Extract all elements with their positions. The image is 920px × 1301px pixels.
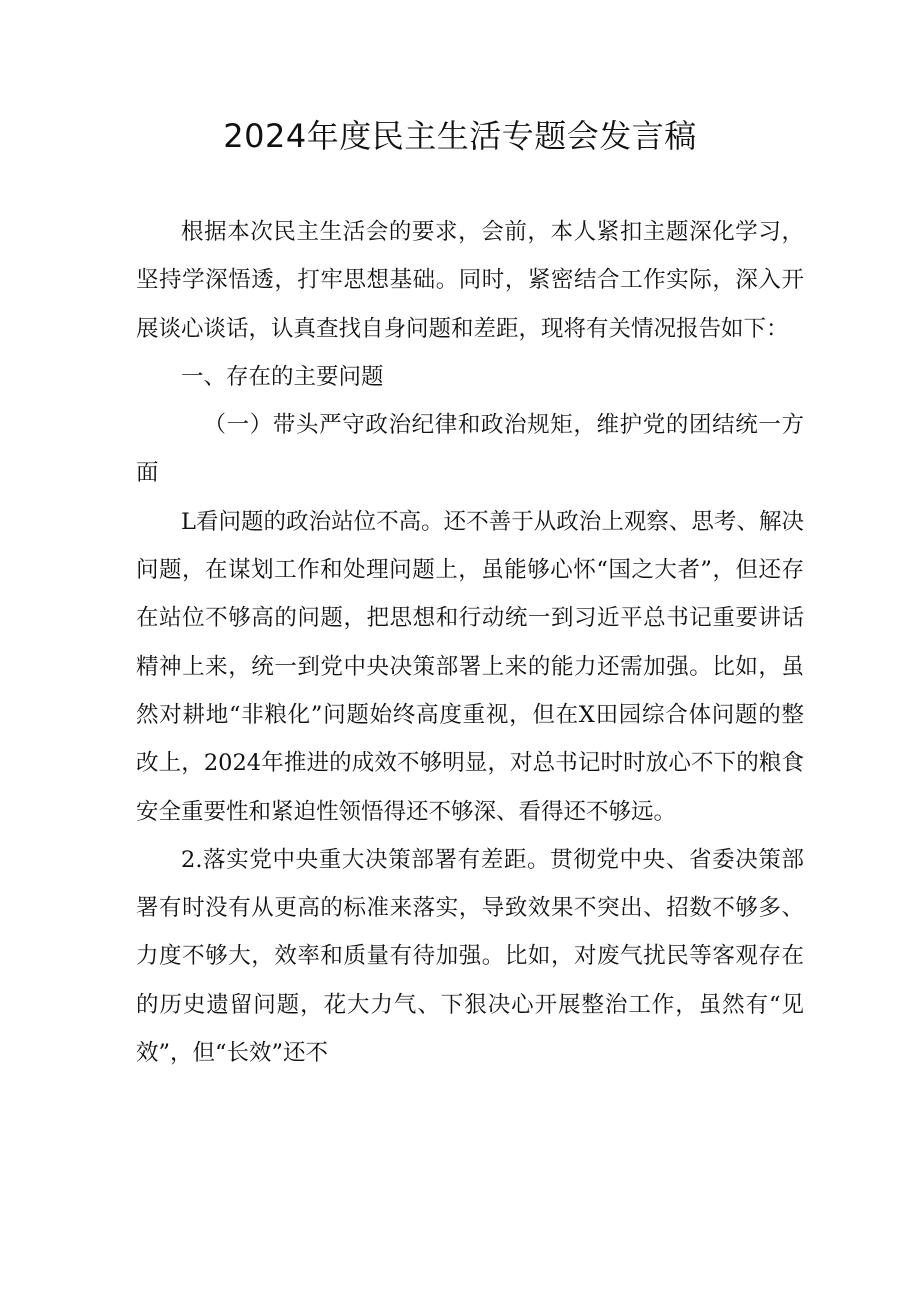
document-body	[136, 208, 804, 1077]
issue-paragraph-1: L看问题的政治站位不高。还不善于从政治上观察、思考、解决问题，在谋划工作和处理问题上，虽能够心怀“国之大者”，但还存在站位不够高的问题，把思想和行动统一到习近平总书记重要讲话精神上来，统一到党中央决策部署上来的能力还需加强。比如，虽然对耕地“非粮化”问题始终高度重视，但在X田园综合体问题的整改上，2024年推进的成效不够明显，对总书记时时放心不下的粮食安全重要性和紧迫性领悟得还不够深、看得还不够远。	[136, 508, 804, 825]
document-title: 2024年度民主生活专题会发言稿	[223, 117, 697, 155]
intro-paragraph: 根据本次民主生活会的要求，会前，本人紧扣主题深化学习，坚持学深悟透，打牢思想基础。同时，紧密结合工作实际，深入开展谈心谈话，认真查找自身问题和差距，现将有关情况报告如下：	[136, 219, 804, 342]
subsection-heading: （一）带头严守政治纪律和政治规矩，维护党的团结统一方面	[136, 412, 804, 487]
section-heading: 一、存在的主要问题	[181, 363, 384, 390]
issue-paragraph-2: 2.落实党中央重大决策部署有差距。贯彻党中央、省委决策部署有时没有从更高的标准来落实，导致效果不突出、招数不够多、力度不够大，效率和质量有待加强。比如，对废气扰民等客观存在的历史遗留问题，花大力气、下狠决心开展整治工作，虽然有“见效”，但“长效”还不	[136, 846, 804, 1067]
